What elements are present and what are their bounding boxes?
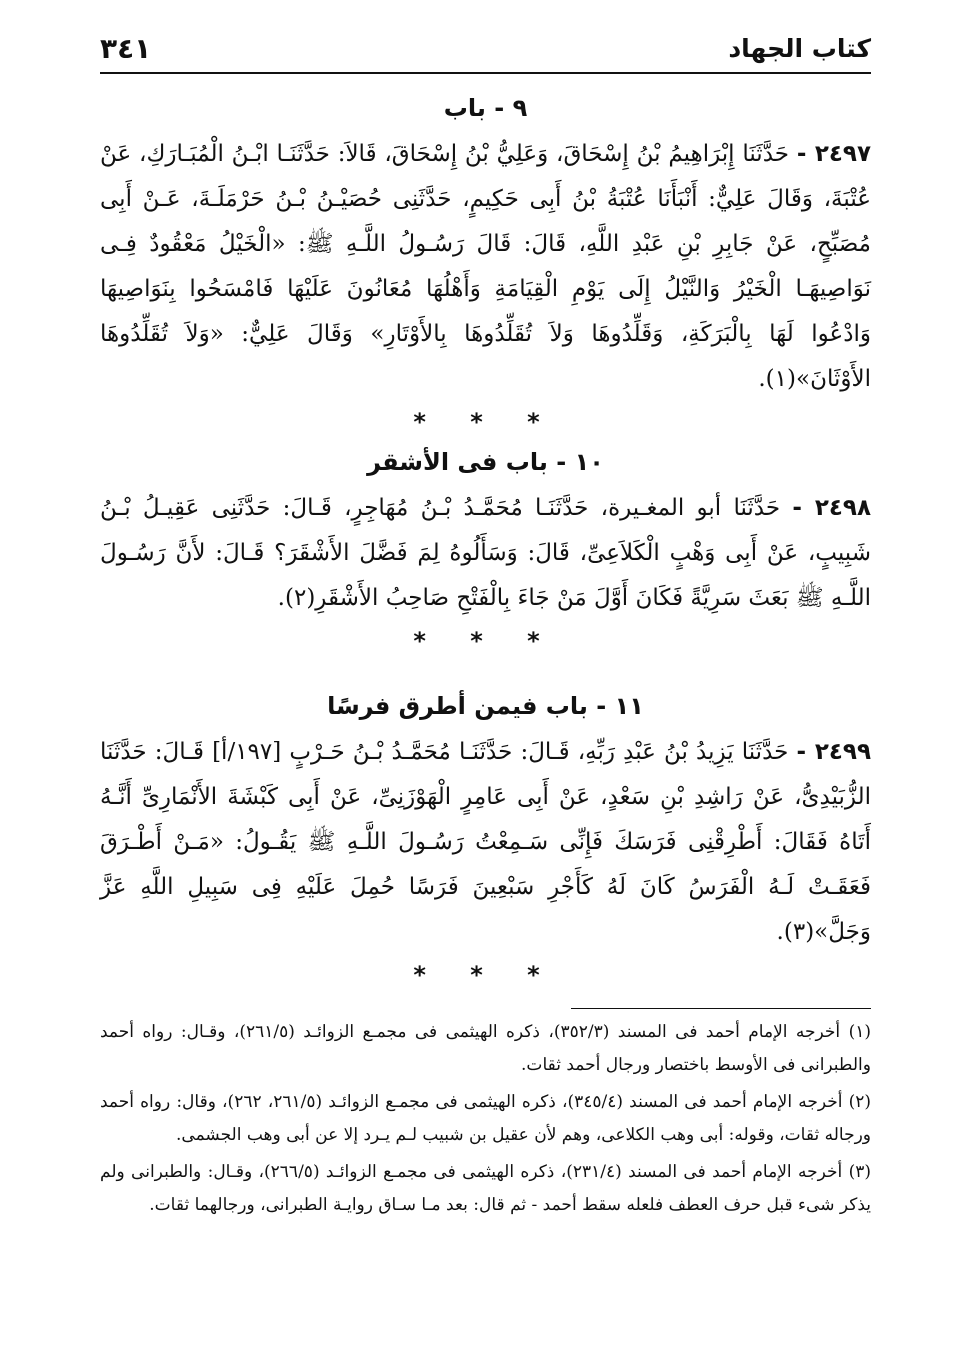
hadith-text: حَدَّثَنَا إِبْرَاهِيمُ بْنُ إِسْحَاقَ، وَعَلِيُّ بْنُ إِسْحَاقَ، قَالاَ: حَدَّثَنَـا ابْـنُ الْمُبَـارَكِ، عَنْ عُتْبَةَ، وَقَالَ عَلِيٌّ: أَنْبَأَنَا عُتْبَةُ بْنُ أَبِى حَكِيمٍ، حَدَّثَنِى حُصَيْـنُ بْـنُ حَرْمَلَـةَ، عَـنْ أَبِى مُصَبِّحٍ، عَنْ جَابِرِ بْنِ عَبْدِ اللَّهِ، قَالَ: قَالَ رَسُـولُ اللَّـهِ ﷺ: «الْخَيْلُ مَعْقُودٌ فِـى نَوَاصِيهَـا الْخَيْرُ وَالنَّيْلُ إِلَى يَوْمِ الْقِيَامَةِ وَأَهْلُهَا مُعَانُونَ عَلَيْهَا فَامْسَحُوا بِنَوَاصِيهَا وَادْعُوا لَهَا بِالْبَرَكَةِ، وَقَلِّدُوهَا وَلاَ تُقَلِّدُوهَا بِالأَوْتَارِ» وَقَالَ عَلِيٌّ: «وَلاَ تُقَلِّدُوهَا الأَوْثَانَ»(١). — [100, 141, 871, 392]
footnote-2: (٢) أخرجه الإمام أحمد فى المسند (٣٤٥/٤)، ذكره الهيثمى فى مجمـع الزوائـد (٢٦١/٥، ٢٦٢)، وقال: رواه أحمد ورجاله ثقات، وقوله: أبى وهب الكلاعى، وهم لأن عقيل بن شبيب لـم يـرد إلا عن أبى وهب الجشمى. — [100, 1092, 872, 1145]
footnote-1: (١) أخرجه الإمام أحمد فى المسند (٣٥٢/٣)، ذكره الهيثمى فى مجمـع الزوائـد (٢٦١/٥)، وقـال: رواه أحمد والطبرانى فى الأوسط باختصار ورجال أحمد ثقات. — [100, 1022, 871, 1075]
hadith-number: ٢٤٩٩ - — [796, 739, 872, 765]
section-heading: ٩ - باب — [443, 94, 528, 122]
hadith-paragraph — [100, 730, 871, 955]
hadith-text: حَدَّثَنَا يَزِيدُ بْنُ عَبْدِ رَبِّهِ، قَـالَ: حَدَّثَنَـا مُحَمَّـدُ بْـنُ حَـرْبٍ [١٩٧/أ] قَـالَ: حَدَّثَنَا الزُّبَيْدِىُّ، عَنْ رَاشِدِ بْنِ سَعْدٍ، عَنْ أَبِى عَامِرٍ الْهَوْزَنِىِّ، عَنْ أَبِى كَبْشَةَ الأَنْمَارِىِّ أَنَّـهُ أَتَاهُ فَقَالَ: أَطْرِقْنِى فَرَسَكَ فَإِنِّى سَـمِعْتُ رَسُـولَ اللَّـهِ ﷺ يَقُـولُ: «مَـنْ أَطْـرَقَ فَعَقَـتْ لَـهُ الْفَرَسُ كَانَ لَهُ كَأَجْرِ سَبْعِينَ فَرَسًا حُمِلَ عَلَيْهِ فِى سَبِيلِ اللَّهِ عَزَّ وَجَلَّ»(٣). — [100, 739, 871, 945]
section-10 — [100, 442, 871, 659]
section-separator: * * * — [413, 408, 558, 436]
section-11 — [100, 686, 871, 993]
hadith-paragraph — [100, 486, 871, 621]
running-title: كتاب الجهاد — [728, 34, 871, 63]
footnote-3: (٣) أخرجه الإمام أحمد فى المسند (٢٣١/٤)، ذكره الهيثمى فى مجمـع الزوائـد (٢٦٦/٥)، وقـال: والطبرانى ولم يذكر شىء قبل حرف العطف فلعله سقط أحمد - ثم قال: بعد مـا سـاق روايـة الطبرانى، ورجالهما ثقات. — [100, 1162, 871, 1215]
hadith-paragraph — [100, 132, 871, 402]
footnotes — [100, 1016, 871, 1226]
section-heading: ١٠ - باب فى الأشقر — [367, 448, 604, 476]
section-separator: * * * — [413, 627, 558, 655]
section-9 — [100, 88, 871, 440]
hadith-number: ٢٤٩٧ - — [796, 141, 872, 167]
page-number: ٣٤١ — [100, 32, 152, 65]
running-head — [100, 32, 871, 74]
footnote-rule — [571, 1008, 871, 1009]
section-heading: ١١ - باب فيمن أطرق فرسًا — [327, 692, 644, 720]
hadith-text: حَدَّثَنَا أبو المغـيرة، حَدَّثَنَـا مُحَمَّـدُ بْـنُ مُهَاجِرٍ، قَـالَ: حَدَّثَنِى عَقِيـلُ بْـنُ شَبِيبٍ، عَنْ أَبِى وَهْبٍ الْكَلاَعِىِّ، قَالَ: وَسَأَلُوهُ لِمَ فَضَّلَ الأَشْقَرَ؟ قَـالَ: لأَنَّ رَسُـولَ اللَّـهِ ﷺ بَعَثَ سَرِيَّةً فَكَانَ أَوَّلَ مَنْ جَاءَ بِالْفَتْحِ صَاحِبُ الأَشْقَرِ(٢). — [100, 495, 871, 611]
section-separator: * * * — [413, 961, 558, 989]
hadith-number: ٢٤٩٨ - — [792, 495, 871, 521]
